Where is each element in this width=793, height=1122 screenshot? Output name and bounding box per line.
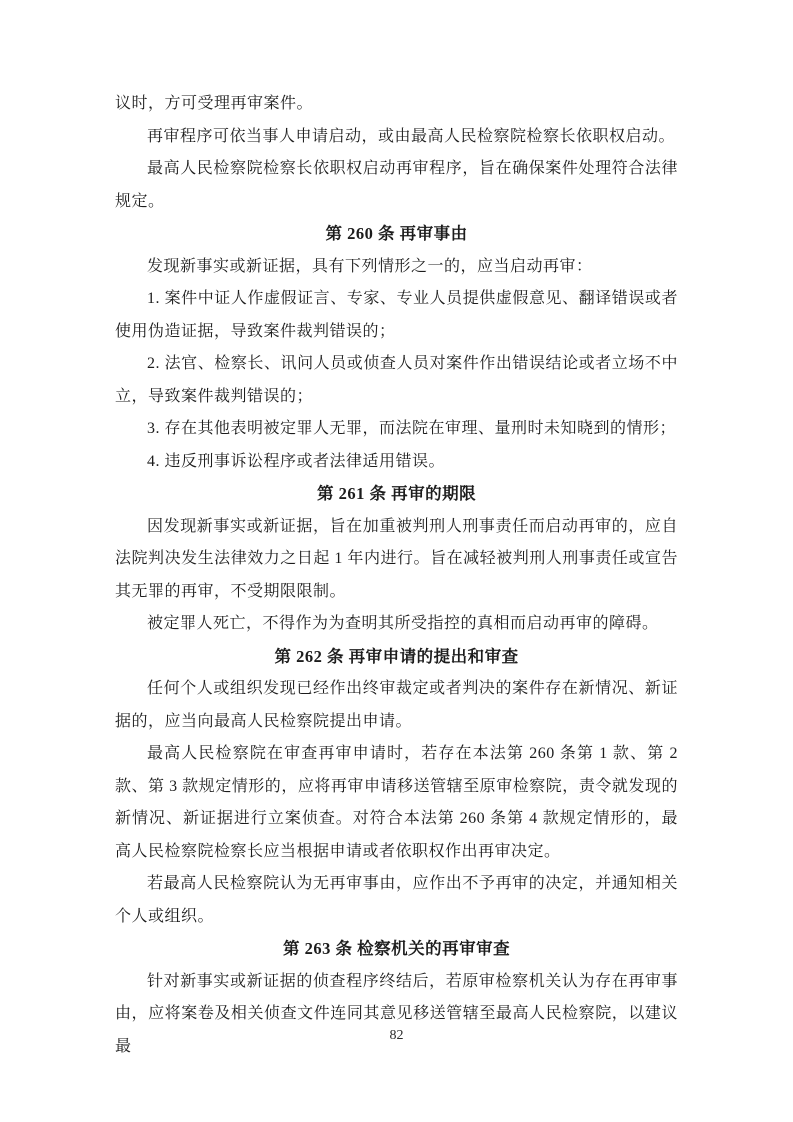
paragraph: 最高人民检察院检察长依职权启动再审程序，旨在确保案件处理符合法律规定。 [115,160,678,210]
paragraph: 发现新事实或新证据，具有下列情形之一的，应当启动再审： [147,257,593,275]
page-number: 82 [389,1028,404,1043]
section-heading: 第 263 条 检察机关的再审审查 [282,939,511,958]
section-heading: 第 260 条 再审事由 [325,224,468,243]
paragraph: 2. 法官、检察长、讯问人员或侦查人员对案件作出错误结论或者立场不中立，导致案件裁判错误的； [115,355,678,405]
paragraph: 针对新事实或新证据的侦查程序终结后，若原审检察机关认为存在再审事由，应将案卷及相关侦查文件连同其意见移送管辖至最高人民检察院，以建议最 [115,972,678,1055]
paragraph: 4. 违反刑事诉讼程序或者法律适用错误。 [147,452,446,470]
paragraph: 再审程序可依当事人申请启动，或由最高人民检察院检察长依职权启动。 [147,127,676,145]
paragraph: 若最高人民检察院认为无再审事由，应作出不予再审的决定，并通知相关个人或组织。 [115,875,678,925]
paragraph: 最高人民检察院在审查再审申请时，若存在本法第 260 条第 1 款、第 2 款、第 3 款规定情形的，应将再审申请移送管辖至原审检察院，责令就发现的新情况、新证据进行立案侦查。对符合本法第 260 条第 4 款规定情形的，最高人民检察院检察长应当根据申请或者依职权作出再审决定。 [115,745,678,860]
section-heading: 第 262 条 再审申请的提出和审查 [274,646,519,666]
section-heading: 第 261 条 再审的期限 [316,484,477,503]
paragraph: 被定罪人死亡，不得作为为查明其所受指控的真相而启动再审的障碍。 [147,615,659,632]
paragraph: 因发现新事实或新证据，旨在加重被判刑人刑事责任而启动再审的，应自法院判决发生法律效力之日起 1 年内进行。旨在减轻被判刑人刑事责任或宣告其无罪的再审，不受期限限制。 [115,517,678,600]
document-body [115,88,678,1063]
paragraph: 任何个人或组织发现已经作出终审裁定或者判决的案件存在新情况、新证据的，应当向最高人民检察院提出申请。 [115,680,678,730]
paragraph: 议时，方可受理再审案件。 [115,95,314,112]
paragraph: 1. 案件中证人作虚假证言、专家、专业人员提供虚假意见、翻译错误或者使用伪造证据，导致案件裁判错误的； [115,290,678,340]
paragraph: 3. 存在其他表明被定罪人无罪，而法院在审理、量刑时未知晓到的情形； [147,420,677,437]
